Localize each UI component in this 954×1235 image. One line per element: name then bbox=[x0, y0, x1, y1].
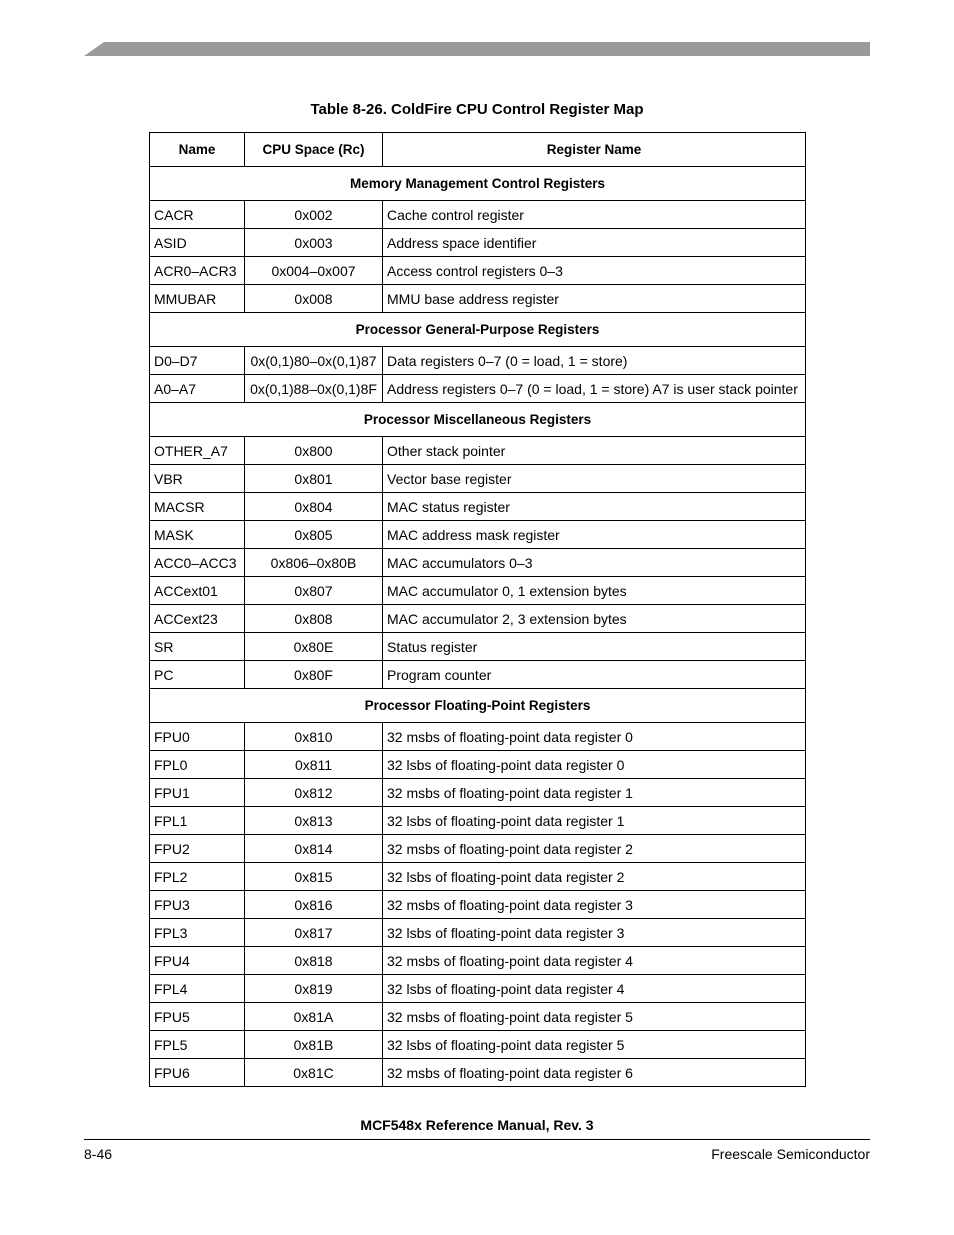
cell-register-description: 32 msbs of floating-point data register 6 bbox=[383, 1059, 806, 1087]
section-title: Memory Management Control Registers bbox=[150, 167, 806, 201]
cell-register-description: 32 lsbs of floating-point data register 0 bbox=[383, 751, 806, 779]
table-row bbox=[150, 919, 806, 947]
cell-register-description: Access control registers 0–3 bbox=[383, 257, 806, 285]
cell-register-description: Program counter bbox=[383, 661, 806, 689]
cell-register-mnemonic: FPL2 bbox=[150, 863, 245, 891]
cell-cpu-space: 0x811 bbox=[245, 751, 383, 779]
cell-register-description: 32 msbs of floating-point data register 3 bbox=[383, 891, 806, 919]
cell-register-description: MAC address mask register bbox=[383, 521, 806, 549]
cell-register-description: 32 msbs of floating-point data register 2 bbox=[383, 835, 806, 863]
cell-register-description: 32 lsbs of floating-point data register 4 bbox=[383, 975, 806, 1003]
cell-register-description: 32 msbs of floating-point data register 1 bbox=[383, 779, 806, 807]
cell-register-description: Data registers 0–7 (0 = load, 1 = store) bbox=[383, 347, 806, 375]
cell-cpu-space: 0x818 bbox=[245, 947, 383, 975]
cell-register-description: 32 lsbs of floating-point data register 1 bbox=[383, 807, 806, 835]
table-row bbox=[150, 285, 806, 313]
column-header-cpu-space: CPU Space (Rc) bbox=[245, 133, 383, 167]
cell-register-description: 32 lsbs of floating-point data register 3 bbox=[383, 919, 806, 947]
cell-register-mnemonic: ACC0–ACC3 bbox=[150, 549, 245, 577]
table-row bbox=[150, 863, 806, 891]
cell-cpu-space: 0x805 bbox=[245, 521, 383, 549]
table-row bbox=[150, 229, 806, 257]
cell-register-mnemonic: FPU0 bbox=[150, 723, 245, 751]
table-row bbox=[150, 437, 806, 465]
table-row bbox=[150, 947, 806, 975]
cell-cpu-space: 0x80F bbox=[245, 661, 383, 689]
cell-cpu-space: 0x003 bbox=[245, 229, 383, 257]
page-number: 8-46 bbox=[84, 1146, 113, 1162]
cell-cpu-space: 0x814 bbox=[245, 835, 383, 863]
cell-register-mnemonic: FPL0 bbox=[150, 751, 245, 779]
cell-cpu-space: 0x(0,1)80–0x(0,1)87 bbox=[245, 347, 383, 375]
cell-register-mnemonic: ACCext23 bbox=[150, 605, 245, 633]
table-row bbox=[150, 549, 806, 577]
cell-register-description: 32 lsbs of floating-point data register 2 bbox=[383, 863, 806, 891]
register-map-table bbox=[149, 132, 806, 1087]
table-header-row bbox=[150, 133, 806, 167]
cell-register-description: 32 msbs of floating-point data register 4 bbox=[383, 947, 806, 975]
cell-cpu-space: 0x819 bbox=[245, 975, 383, 1003]
cell-register-mnemonic: PC bbox=[150, 661, 245, 689]
cell-cpu-space: 0x810 bbox=[245, 723, 383, 751]
section-row bbox=[150, 403, 806, 437]
cell-cpu-space: 0x80E bbox=[245, 633, 383, 661]
table-row bbox=[150, 723, 806, 751]
cell-cpu-space: 0x81A bbox=[245, 1003, 383, 1031]
cell-register-mnemonic: VBR bbox=[150, 465, 245, 493]
section-title: Processor Miscellaneous Registers bbox=[150, 403, 806, 437]
table-row bbox=[150, 577, 806, 605]
table-body bbox=[150, 167, 806, 1087]
cell-register-description: Vector base register bbox=[383, 465, 806, 493]
cell-register-mnemonic: ASID bbox=[150, 229, 245, 257]
cell-register-mnemonic: FPL5 bbox=[150, 1031, 245, 1059]
table-row bbox=[150, 835, 806, 863]
cell-register-description: MAC accumulator 0, 1 extension bytes bbox=[383, 577, 806, 605]
cell-register-mnemonic: FPU1 bbox=[150, 779, 245, 807]
cell-register-mnemonic: FPU4 bbox=[150, 947, 245, 975]
cell-register-mnemonic: CACR bbox=[150, 201, 245, 229]
cell-register-mnemonic: ACCext01 bbox=[150, 577, 245, 605]
section-title: Processor Floating-Point Registers bbox=[150, 689, 806, 723]
cell-register-description: MAC accumulators 0–3 bbox=[383, 549, 806, 577]
cell-register-description: 32 msbs of floating-point data register 0 bbox=[383, 723, 806, 751]
footer-rule bbox=[84, 1139, 870, 1140]
cell-register-mnemonic: D0–D7 bbox=[150, 347, 245, 375]
cell-register-description: 32 msbs of floating-point data register 5 bbox=[383, 1003, 806, 1031]
cell-register-description: MAC accumulator 2, 3 extension bytes bbox=[383, 605, 806, 633]
table-row bbox=[150, 605, 806, 633]
cell-register-mnemonic: FPU6 bbox=[150, 1059, 245, 1087]
cell-register-description: 32 lsbs of floating-point data register 5 bbox=[383, 1031, 806, 1059]
cell-register-mnemonic: FPU2 bbox=[150, 835, 245, 863]
table-row bbox=[150, 201, 806, 229]
table-row bbox=[150, 975, 806, 1003]
cell-cpu-space: 0x817 bbox=[245, 919, 383, 947]
table-row bbox=[150, 347, 806, 375]
cell-cpu-space: 0x(0,1)88–0x(0,1)8F bbox=[245, 375, 383, 403]
section-title: Processor General-Purpose Registers bbox=[150, 313, 806, 347]
cell-cpu-space: 0x002 bbox=[245, 201, 383, 229]
cell-cpu-space: 0x813 bbox=[245, 807, 383, 835]
table-row bbox=[150, 891, 806, 919]
column-header-register-name: Register Name bbox=[383, 133, 806, 167]
cell-register-description: MMU base address register bbox=[383, 285, 806, 313]
table-row bbox=[150, 1059, 806, 1087]
cell-cpu-space: 0x815 bbox=[245, 863, 383, 891]
table-row bbox=[150, 779, 806, 807]
section-row bbox=[150, 167, 806, 201]
cell-cpu-space: 0x808 bbox=[245, 605, 383, 633]
company-name: Freescale Semiconductor bbox=[711, 1146, 870, 1162]
table-row bbox=[150, 751, 806, 779]
column-header-name: Name bbox=[150, 133, 245, 167]
manual-title: MCF548x Reference Manual, Rev. 3 bbox=[360, 1117, 594, 1133]
cell-register-description: Address registers 0–7 (0 = load, 1 = store) A7 is user stack pointer bbox=[383, 375, 806, 403]
cell-cpu-space: 0x807 bbox=[245, 577, 383, 605]
cell-register-description: Cache control register bbox=[383, 201, 806, 229]
table-row bbox=[150, 1003, 806, 1031]
cell-cpu-space: 0x812 bbox=[245, 779, 383, 807]
cell-register-mnemonic: MMUBAR bbox=[150, 285, 245, 313]
cell-register-description: Other stack pointer bbox=[383, 437, 806, 465]
cell-cpu-space: 0x801 bbox=[245, 465, 383, 493]
table-row bbox=[150, 521, 806, 549]
cell-register-mnemonic: FPU5 bbox=[150, 1003, 245, 1031]
cell-register-mnemonic: FPL1 bbox=[150, 807, 245, 835]
table-row bbox=[150, 465, 806, 493]
cell-cpu-space: 0x81B bbox=[245, 1031, 383, 1059]
cell-register-mnemonic: ACR0–ACR3 bbox=[150, 257, 245, 285]
cell-cpu-space: 0x81C bbox=[245, 1059, 383, 1087]
table-row bbox=[150, 257, 806, 285]
cell-register-description: MAC status register bbox=[383, 493, 806, 521]
cell-cpu-space: 0x008 bbox=[245, 285, 383, 313]
cell-register-mnemonic: FPL3 bbox=[150, 919, 245, 947]
cell-register-mnemonic: MASK bbox=[150, 521, 245, 549]
header-bar-shape bbox=[84, 42, 870, 56]
cell-cpu-space: 0x806–0x80B bbox=[245, 549, 383, 577]
table-row bbox=[150, 493, 806, 521]
cell-register-mnemonic: A0–A7 bbox=[150, 375, 245, 403]
cell-cpu-space: 0x800 bbox=[245, 437, 383, 465]
cell-register-description: Address space identifier bbox=[383, 229, 806, 257]
cell-register-mnemonic: FPL4 bbox=[150, 975, 245, 1003]
table-row bbox=[150, 661, 806, 689]
cell-register-mnemonic: MACSR bbox=[150, 493, 245, 521]
cell-register-mnemonic: FPU3 bbox=[150, 891, 245, 919]
cell-register-mnemonic: SR bbox=[150, 633, 245, 661]
table-title: Table 8-26. ColdFire CPU Control Register Map bbox=[310, 101, 644, 118]
cell-cpu-space: 0x804 bbox=[245, 493, 383, 521]
cell-cpu-space: 0x004–0x007 bbox=[245, 257, 383, 285]
table-row bbox=[150, 633, 806, 661]
table-row bbox=[150, 375, 806, 403]
header-bar bbox=[84, 42, 870, 56]
cell-register-description: Status register bbox=[383, 633, 806, 661]
cell-cpu-space: 0x816 bbox=[245, 891, 383, 919]
section-row bbox=[150, 689, 806, 723]
table-row bbox=[150, 1031, 806, 1059]
section-row bbox=[150, 313, 806, 347]
table-row bbox=[150, 807, 806, 835]
cell-register-mnemonic: OTHER_A7 bbox=[150, 437, 245, 465]
